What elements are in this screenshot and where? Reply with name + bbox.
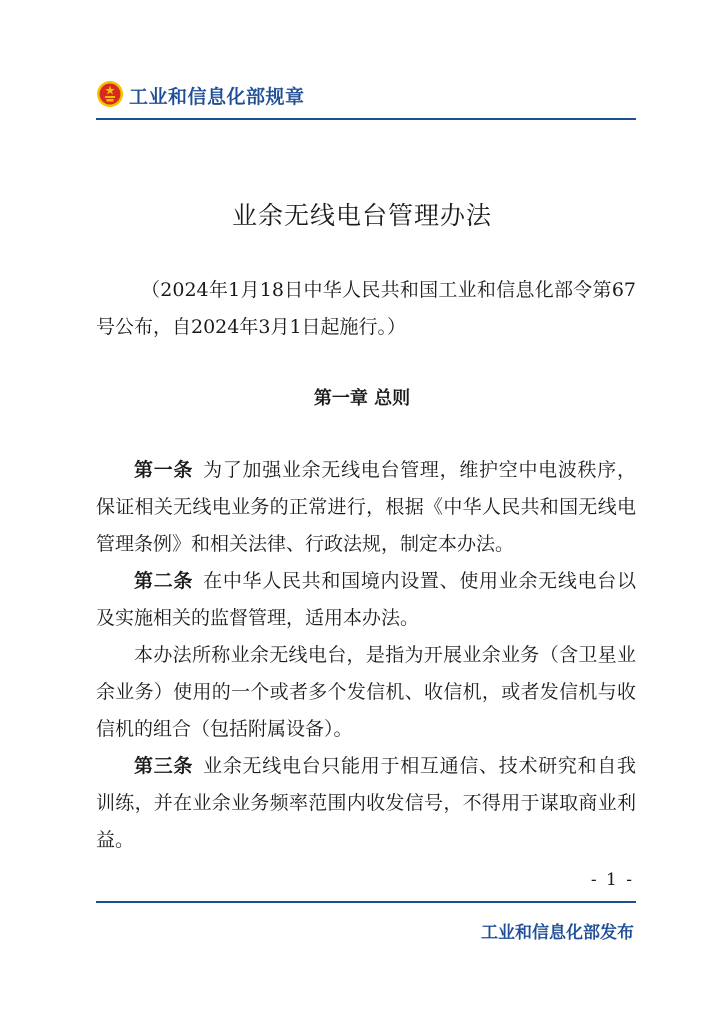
publisher-label: 工业和信息化部发布	[481, 923, 634, 943]
article-number: 第一条	[134, 459, 194, 481]
document-title: 业余无线电台管理办法	[231, 201, 492, 230]
article-text: 业余无线电台只能用于相互通信、技术研究和自我训练，并在业余业务频率范围内收发信号，不得用于谋取商业利益。	[96, 755, 636, 851]
article-2-paragraph-2	[96, 637, 636, 748]
article-number: 第三条	[134, 755, 194, 777]
article-number: 第二条	[134, 570, 194, 592]
footer-divider	[96, 901, 636, 903]
header-title: 工业和信息化部规章	[129, 86, 305, 108]
page-header	[96, 76, 636, 122]
article-text: 在中华人民共和国境内设置、使用业余无线电台以及实施相关的监督管理，适用本办法。	[96, 570, 636, 629]
article-body	[96, 452, 636, 859]
header-divider	[96, 118, 636, 120]
article-2	[96, 563, 636, 637]
national-emblem-icon	[96, 80, 124, 108]
page-number: - 1 -	[590, 870, 634, 890]
article-text: 为了加强业余无线电台管理，维护空中电波秩序，保证相关无线电业务的正常进行，根据《中华人民共和国无线电管理条例》和相关法律、行政法规，制定本办法。	[96, 459, 636, 555]
chapter-heading: 第一章 总则	[313, 388, 411, 409]
article-1	[96, 452, 636, 563]
article-text: 本办法所称业余无线电台，是指为开展业余业务（含卫星业余业务）使用的一个或者多个发信机、收信机，或者发信机与收信机的组合（包括附属设备）。	[96, 644, 636, 740]
article-3	[96, 748, 636, 859]
promulgation-note: （2024年1月18日中华人民共和国工业和信息化部令第67号公布，自2024年3月1日起施行。）	[96, 279, 636, 338]
